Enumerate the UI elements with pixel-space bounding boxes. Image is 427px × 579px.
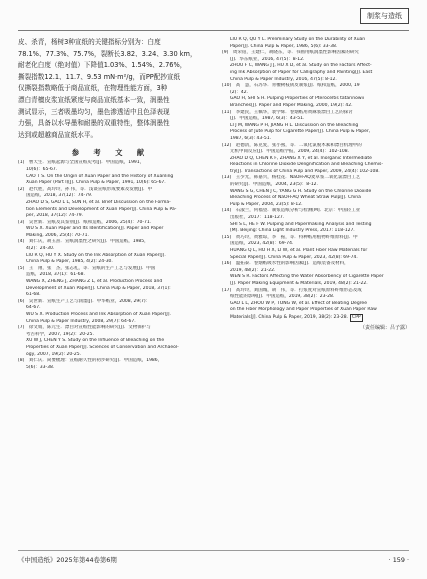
reference-line: [18, 226, 204, 233]
reference-line: [222, 143, 410, 150]
reference-text: 4(2)：24-30.: [26, 246, 55, 252]
reference-text: WEN S R. Factors Affecting the Water Absorbency of Cigarette Paper: [230, 274, 384, 280]
reference-text: [5] 王 翔，张 杰，张志礼，等．宣纸的生产工艺与发展[J]．中国: [18, 265, 156, 271]
reference-text: on the Fiber Morphology and Paper Properties of Xuan Paper Raw: [230, 307, 377, 313]
reference-line: [222, 268, 410, 275]
body-text-line: 力强，具备以水导墨和耐墨的双重特性，整体润墨性: [18, 119, 170, 128]
reference-text: Development of Xuan Paper[J]. China Pulp & Paper, 2018, 37(1):: [26, 285, 171, 291]
reference-text: Properties of Xuan Paper[J]. Sciences of Conservation and Archaeol-: [26, 344, 179, 350]
reference-line: [222, 314, 410, 322]
reference-text: [3] 吴世新．宣纸及其鉴别[J]．纸和造纸，2006, 25(4)：70-71.: [18, 219, 152, 225]
reference-line: [18, 365, 204, 372]
reference-line: [222, 235, 410, 242]
reference-line: [222, 307, 410, 314]
reference-line: [222, 248, 410, 255]
reference-text: Materials[J]. China Pulp & Paper, 2019, 38(2): 23-28.: [230, 314, 349, 320]
reference-text: 1987, 6(3): 43-51.: [230, 135, 272, 141]
right-column: [222, 37, 410, 332]
journal-info: 《中国造纸》2025年第44卷第6期: [18, 556, 117, 564]
reference-line: [18, 272, 204, 279]
references-right: [222, 37, 410, 322]
body-text-line: 测试显示，三者吸墨均匀，墨色渗透适中且色泽表现: [18, 107, 170, 116]
reference-text: GAO H, SHI S H. Pulping Properties of Pteroceltis tatarinowii: [230, 96, 365, 102]
reference-line: [18, 167, 204, 174]
header-rule: [18, 30, 409, 31]
reference-line: [222, 162, 410, 169]
reference-line: [222, 129, 410, 136]
reference-line: [18, 239, 204, 246]
reference-text: [17] 高玲玲，刘国城，胡 伟，等．打浆度对宣纸原料纤维形态及成: [222, 287, 362, 293]
reference-line: [222, 274, 410, 281]
reference-line: [18, 338, 204, 345]
reference-line: [222, 96, 410, 103]
reference-line: [222, 149, 410, 156]
reference-line: [222, 195, 410, 202]
reference-text: 5(6)：33-38.: [26, 364, 55, 370]
reference-text: 国造纸，2023, 42(8)：69-74.: [230, 241, 294, 247]
reference-text: [14] 石淑兰，何福望．制浆造纸分析与检测[M]．北京：中国轻工业: [222, 208, 361, 214]
reference-text: Bleaching Process of NaOH-AQ Wheat Straw Pulp[J]. China: [230, 195, 361, 201]
reference-line: [18, 286, 204, 293]
reference-text: (2)：42.: [230, 89, 249, 95]
reference-text: China Pulp & Paper Industry, 2016, 47(5): 8-12.: [230, 76, 337, 82]
body-text-line: 皮、杀青，杨树3种宣纸的关键指标分别为：白度: [18, 38, 161, 46]
reference-text: 61-68.: [26, 292, 41, 298]
reference-line: [18, 207, 204, 214]
reference-text: [16] 温拓泰．卷烟纸吸水性的影响因素[J]．造纸装备及材料，: [222, 261, 349, 267]
reference-line: [18, 299, 204, 306]
reference-line: [18, 160, 204, 167]
reference-line: [18, 213, 204, 220]
reference-text: LI J M, WANG P H, JIANG H L. Discussion on the Bleaching: [230, 122, 359, 128]
reference-text: ing Ink Absorption of Paper for Calligraphy and Painting[J]. East: [230, 69, 373, 75]
reference-line: [222, 136, 410, 143]
reference-text: [7] 徐文娟，陈元生．漂白对宣纸性能影响的研究[J]．文物保护与: [18, 325, 151, 331]
reference-text: 出版社，2017：118-127.: [230, 215, 285, 221]
reference-line: [222, 202, 410, 209]
reference-text: 纸性能的影响[J]．中国造纸，2019, 38(2)：23-28.: [230, 294, 335, 300]
reference-line: [222, 77, 410, 84]
reference-line: [18, 259, 204, 266]
reference-line: [18, 246, 204, 253]
body-text: [18, 37, 204, 141]
left-column: [18, 37, 204, 371]
reference-line: [222, 103, 410, 110]
reference-text: 造纸，2018, 37(1)：61-68.: [26, 272, 85, 278]
reference-line: [222, 70, 410, 77]
reference-text: CAO T S. On the Origin of Xuan Paper and the History of Xuanling: [26, 173, 174, 179]
reference-text: 国造纸，2018, 37(12)：74-79.: [26, 193, 93, 199]
reference-text: LIU R Q, HU Y X. Study on the Ink Absorption of Xuan Paper[J].: [26, 252, 166, 258]
reference-text: China Pulp & Paper, 1985, 4(2): 24-30.: [26, 259, 113, 265]
references-left: [18, 160, 204, 371]
reference-line: [18, 193, 204, 200]
reference-line: [222, 156, 410, 163]
reference-text: WANG S G, CHEN J C, YANG G H. Study on the Chlorine Dioxide: [230, 188, 372, 194]
reference-text: XU W J, CHEN Y S. Study on the Influence of Bleaching on the: [26, 338, 165, 344]
reference-line: [222, 255, 410, 262]
reference-line: [222, 116, 410, 123]
reference-text: [M]. Beijing: China Light Industry Press, 2017: 118-127.: [230, 228, 355, 234]
reference-text: [J]．中国造纸，1987, 6(3)：43-51.: [230, 116, 305, 122]
references-title: 参 考 文 献: [71, 148, 151, 158]
reference-line: [18, 200, 204, 207]
reference-text: [6] 吴世新．宣纸生产工艺与润墨[J]．中华纸业，2008, 29(7)：: [18, 298, 151, 304]
reference-line: [222, 261, 410, 268]
reference-text: 10(6)：65-67.: [26, 166, 58, 172]
reference-line: [222, 110, 410, 117]
reference-line: [18, 174, 204, 181]
reference-text: per, 2018, 37(12): 74-79.: [26, 213, 84, 219]
reference-line: [18, 187, 204, 194]
reference-line: [222, 90, 410, 97]
reference-text: ZHAO D Q, CHEN K F, ZHANG X Y, et al. Inorganic Intermediate: [230, 155, 372, 161]
reference-line: [18, 220, 204, 227]
reference-line: [222, 50, 410, 57]
body-text-line: 漂白青檀皮浆宣纸紧度与商品宣纸基本一致，润墨性: [18, 95, 170, 104]
reference-line: [18, 233, 204, 240]
reference-text: [11] 李建民，王佩华，裴学辉．卷烟纸用黄麻浆漂白工艺的探讨: [222, 109, 353, 115]
reference-text: Xuan Paper (Part I)[J]. China Pulp & Paper, 1991, 10(6): 65-67.: [26, 180, 166, 186]
body-text-line: 78.1%、77.3%、75.7%，裂断长3.82、3.24、3.30 km，: [18, 49, 197, 58]
reference-text: [1] 曹天生．宣纸起源与全国宣纸史考[J]．中国造纸，1991，: [18, 160, 145, 166]
reference-text: China Pulp & Paper Industry, 2008, 29(7): 64-67.: [26, 318, 136, 324]
reference-text: Pulp & Paper, 2004, 23(5): 8-12.: [230, 201, 303, 207]
reference-text: WANG X, ZHENG J, ZHANG Z L, et al. Production Process and: [26, 279, 163, 285]
reference-line: [18, 358, 204, 365]
section-tag: 制浆与造纸: [360, 8, 409, 24]
reference-text: WU S X. Xuan Paper and Its Identification[J]. Paper and Paper: [26, 226, 164, 232]
reference-text: HUANG Q L, HO H X, LI W, et al. Plant Fiber Raw Materials for: [230, 248, 368, 253]
reference-line: [18, 312, 204, 319]
reference-text: WU S X. Production Process and Ink Absorption of Xuan Paper[J].: [26, 312, 171, 317]
reference-line: [222, 63, 410, 70]
reference-line: [18, 279, 204, 286]
reference-line: [18, 180, 204, 187]
reference-text: [8] 刘仁庆．简要梳理：宣纸耐久性的初步研究[J]．中国造纸，1986，: [18, 358, 163, 364]
reference-text: 2019, 48(2)：21-22.: [230, 267, 276, 273]
reference-text: [J]. Paper Making Equipment & Materials, 2019, 48(2): 21-22.: [230, 280, 368, 286]
reference-text: GAO L L, ZHOU W P, TONG W, et al. Effect of Beating Degree: [230, 300, 367, 306]
reference-text: Reactions in Chlorine Dioxide Delignification and Bleaching Chemis-: [230, 162, 383, 168]
reference-line: [222, 57, 410, 64]
reference-text: [10] 高 慧，石苏华．青檀树枝韧皮制浆[J]．纸和造纸，2000, 19: [222, 83, 360, 89]
reference-line: [222, 241, 410, 248]
reference-line: [18, 319, 204, 326]
reference-text: [4] 刘仁庆，胡玉熹．宣纸润墨性之研究[J]．中国造纸，1985，: [18, 239, 149, 245]
reference-text: ogy, 2007, 19(2): 20-25.: [26, 351, 81, 357]
reference-line: [222, 169, 410, 176]
page-number: · 159 ·: [388, 556, 409, 564]
footer-rule: [18, 550, 409, 551]
reference-text: [12] 赵德清，陈克复，张小燕，等．二氧化氯脱木素和漂白机理中的: [222, 142, 362, 148]
reference-line: [222, 189, 410, 196]
reference-text: SHI S L, HE F W. Pulping and Papermaking Analysis and Testing: [230, 221, 372, 227]
reference-line: [18, 352, 204, 359]
reference-text: [9] 周荣铂，王建仁，胡晓东，等．书画用纸润墨性影响因素的研究: [222, 50, 359, 56]
cpp-badge: CPP: [352, 314, 361, 320]
reference-text: Branches[J]. Paper and Paper Making, 2000, 19(2): 42.: [230, 102, 353, 108]
reference-line: [18, 332, 204, 339]
body-text-line: 达到或超越商品宣纸水平。: [18, 130, 98, 139]
reference-line: [222, 44, 410, 51]
reference-line: [222, 281, 410, 288]
reference-text: 64-67.: [26, 305, 41, 311]
reference-text: tion Elements and Development of Xuan Paper[J]. China Pulp & Pa-: [26, 206, 177, 212]
reference-line: [18, 305, 204, 312]
body-text-line: 撕裂指数12.1、11.7、9.53 mN·m²/g，而PP配抄宣纸: [18, 72, 181, 81]
reference-line: [222, 215, 410, 222]
reference-line: [222, 182, 410, 189]
reference-text: Making, 2006, 25(4): 70-71.: [26, 232, 89, 238]
reference-text: LIU R Q, QU Y L. Preliminary Study on the Durability of Xuan: [230, 37, 366, 42]
reference-line: [222, 294, 410, 301]
reference-text: Special Paper[J]. China Pulp & Paper, 2023, 42(8): 69-74.: [230, 254, 358, 260]
body-text-line: 仅撕裂指数略低于商品宣纸，在物理性能方面，3种: [18, 84, 168, 93]
reference-line: [18, 266, 204, 273]
reference-text: [15] 黄巧玲，黄雅琼，李 振，等．特种纸用植物纤维原料[J]．中: [222, 234, 358, 240]
reference-line: [222, 228, 410, 235]
reference-text: Paper[J]. China Pulp & Paper, 1986, 5(6): 33-38.: [230, 43, 338, 49]
reference-text: ZHOU F C, WANG J J, HU X D, et al. Study on the Factors Affect-: [230, 63, 372, 69]
reference-line: [222, 288, 410, 295]
reference-line: [18, 345, 204, 352]
editor-note-text: （责任编辑：吕子露）: [359, 324, 410, 331]
reference-line: [222, 83, 410, 90]
reference-line: [18, 253, 204, 260]
reference-line: [222, 208, 410, 215]
reference-text: try[J]. Transactions of China Pulp and Paper, 2009, 24(4): 102-108.: [230, 168, 380, 174]
reference-text: [J]．华东纸业，2016, 47(5)：8-12.: [230, 56, 305, 62]
reference-line: [222, 37, 410, 44]
reference-text: 无机中间反应[J]．中国造纸学报，2009, 24(4)：102-108.: [230, 149, 349, 155]
reference-text: ZHAO D S, GAO L L, SUN H, et al. Brief Discussion on the Forma-: [26, 199, 171, 205]
reference-text: [2] 赵代胜，高玲玲，孙 伟，等．浅谈宣纸形成要素及发展[J]．中: [18, 186, 153, 192]
reference-line: [222, 123, 410, 130]
body-text-line: 耐老化白度（绝对值）下降值1.03%、1.54%、2.76%，: [18, 61, 187, 70]
reference-line: [222, 301, 410, 308]
reference-text: 的研究[J]．中国造纸，2004, 23(5)：8-12.: [230, 182, 318, 188]
reference-text: 考古科学，2007, 19(2)：20-25.: [26, 331, 94, 337]
reference-text: Process of Jute Pulp for Cigarette Paper[J]. China Pulp & Paper,: [230, 129, 371, 135]
editor-note: [222, 324, 410, 332]
reference-line: [18, 292, 204, 299]
reference-line: [222, 222, 410, 229]
reference-line: [222, 175, 410, 182]
reference-text: [13] 王少光，韩嘉兴，杨桂花．NaOH-AQ麦草浆二氧化氯漂白工艺: [222, 175, 361, 181]
reference-line: [18, 325, 204, 332]
